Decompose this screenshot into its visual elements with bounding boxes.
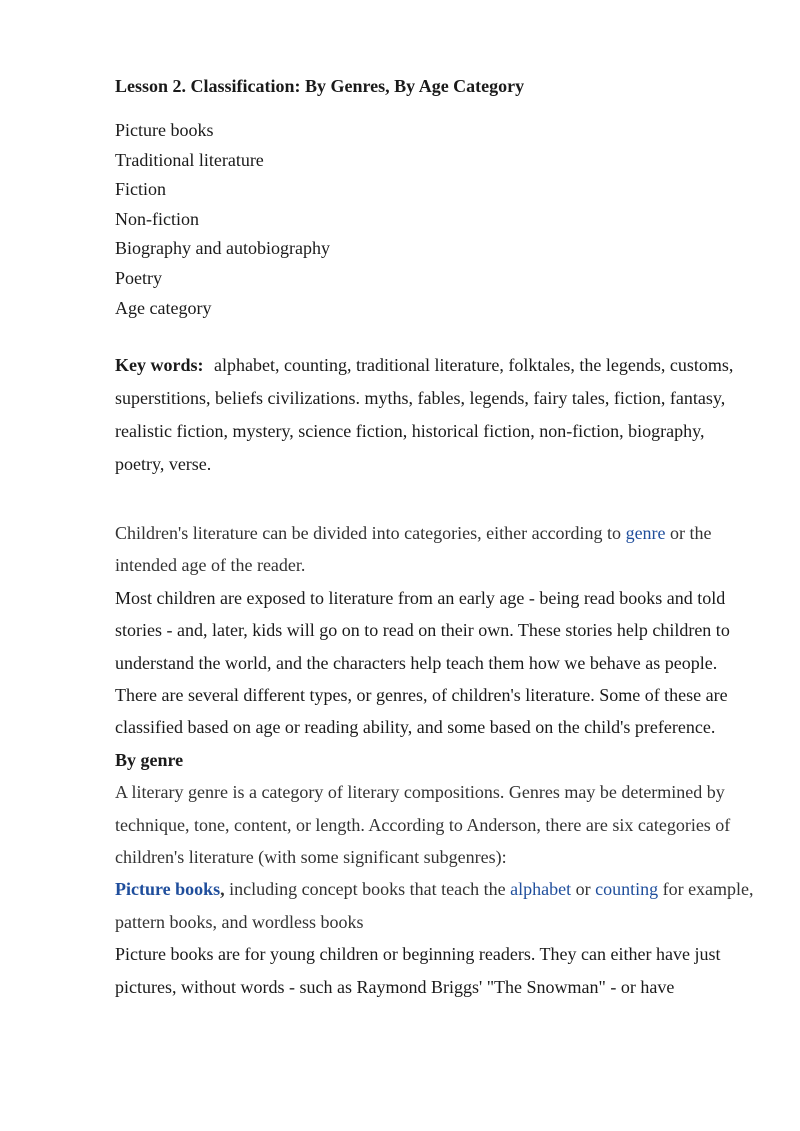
topic-item: Picture books <box>115 120 214 140</box>
picture-books-paragraph <box>115 873 755 938</box>
topic-item: Age category <box>115 297 212 318</box>
key-words-label: Key words: <box>115 355 204 375</box>
picture-books-link[interactable]: Picture books <box>115 879 221 900</box>
counting-link[interactable]: counting <box>595 879 659 900</box>
intro-text: Children's literature can be divided into categories, either according to <box>115 523 626 543</box>
intro-text-end: or the intended age of the reader. <box>115 523 712 576</box>
topic-list <box>115 116 330 323</box>
intro-paragraph <box>115 517 755 582</box>
picture-books-text: including concept books that teach the <box>224 879 511 900</box>
topic-item: Poetry <box>115 267 162 288</box>
comma: , <box>220 879 225 900</box>
topic-item: Fiction <box>115 179 167 200</box>
genre-link[interactable]: genre <box>625 523 666 543</box>
exposure-paragraph: Most children are exposed to literature from an early age - being read books and told stories - and, later, kids will go on to read on their own. These stories help children to understand the world, and the characters help teach them how we behave as people. There are several different types, or genres, of children's literature. Some of these are classified based on age or reading ability, and some based on the child's preference. <box>115 587 730 738</box>
topic-item: Biography and autobiography <box>115 238 330 259</box>
topic-item: Traditional literature <box>115 149 264 170</box>
key-words-text: alphabet, counting, traditional literature, folktales, the legends, customs, superstitions, beliefs civilizations. myths, fables, legends, fairy tales, fiction, fantasy, realistic fiction, mystery, science fiction, historical fiction, non-fiction, biography, poetry, verse. <box>115 355 734 474</box>
key-words-paragraph <box>115 349 755 481</box>
or-text: or <box>571 879 596 900</box>
picture-books-description: Picture books are for young children or beginning readers. They can either have just pictures, without words - such as Raymond Briggs' "The Snowman" - or have <box>115 944 721 997</box>
by-genre-heading: By genre <box>115 749 184 770</box>
lesson-title: Lesson 2. Classification: By Genres, By Age Category <box>115 76 525 96</box>
topic-item: Non-fiction <box>115 208 199 229</box>
alphabet-link[interactable]: alphabet <box>510 879 572 900</box>
genre-definition-paragraph: A literary genre is a category of literary compositions. Genres may be determined by technique, tone, content, or length. According to Anderson, there are six categories of children's literature (with some significant subgenres): <box>115 782 731 868</box>
picture-books-text-end: for example, pattern books, and wordless books <box>115 879 754 932</box>
body-text <box>115 517 755 1003</box>
